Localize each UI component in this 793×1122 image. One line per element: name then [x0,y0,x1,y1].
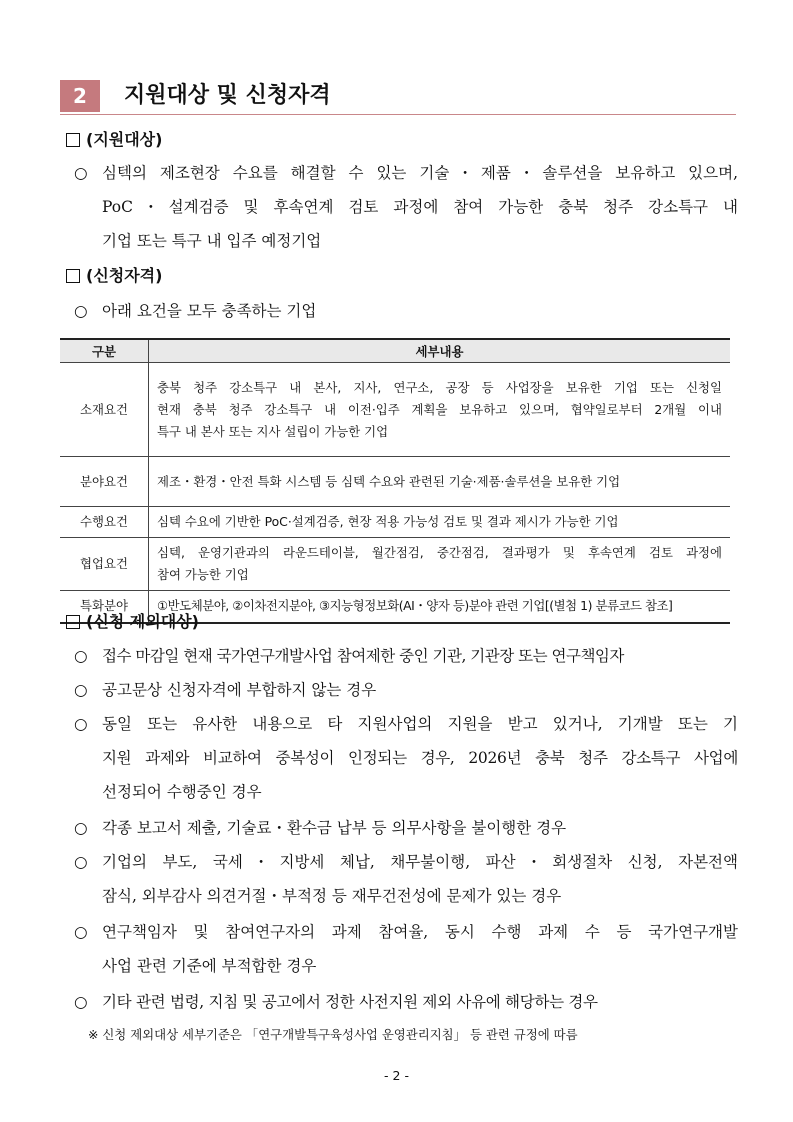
bullet-circle-icon: ○ [74,853,88,871]
row-detail [149,538,731,591]
bullet-circle-icon: ○ [74,164,88,182]
row-detail [149,457,731,507]
text-line: PoC・설계검증 및 후속연계 검토 과정에 참여 가능한 충북 청주 강소특구 내 [102,198,738,216]
table-row [60,507,730,538]
table-header-row [60,339,730,363]
bullet-circle-icon: ○ [74,993,88,1011]
exclusion-item [74,985,738,1019]
exclusion-item [74,639,738,673]
bullet-circle-icon: ○ [74,923,88,941]
text-line: 공고문상 신청자격에 부합하지 않는 경우 [102,681,377,699]
exclusion-item [74,673,738,707]
column-header-category: 구분 [60,339,149,363]
section-number: 2 [60,80,100,112]
text-line: 기타 관련 법령, 지침 및 공고에서 정한 사전지원 제외 사유에 해당하는 경우 [102,993,598,1011]
row-category: 소재요건 [60,363,149,457]
eligibility-item [74,294,738,328]
text-line: 기업 또는 특구 내 입주 예정기업 [102,232,322,250]
exclusion-item [74,845,738,913]
detail-line: 현재 충북 청주 강소특구 내 이전·입주 계획을 보유하고 있으며, 협약일로부터 2개월 이내 [157,401,722,417]
eligibility-table [60,338,730,624]
detail-line: 특구 내 본사 또는 지사 설립이 가능한 기업 [157,423,389,439]
section-title: 지원대상 및 신청자격 [124,83,331,108]
text-line: 동일 또는 유사한 내용으로 타 지원사업의 지원을 받고 있거나, 기개발 또는 기 [102,715,738,733]
checkbox-square-icon [66,269,80,283]
bullet-circle-icon: ○ [74,715,88,733]
detail-line: 참여 가능한 기업 [157,567,249,582]
text-line: 접수 마감일 현재 국가연구개발사업 참여제한 중인 기관, 기관장 또는 연구책임자 [102,647,624,665]
eligibility-heading [66,263,162,289]
bullet-circle-icon: ○ [74,681,88,699]
bullet-circle-icon: ○ [74,647,88,665]
exclusion-item [74,811,738,845]
text-line: 지원 과제와 비교하여 중복성이 인정되는 경우, 2026년 충북 청주 강소특구 사업에 [102,749,738,767]
text-line: 연구책임자 및 참여연구자의 과제 참여율, 동시 수행 과제 수 등 국가연구개발 [102,923,738,941]
text-line: 아래 요건을 모두 충족하는 기업 [102,302,317,320]
checkbox-square-icon [66,615,80,629]
row-detail [149,591,731,623]
detail-line: 심텍, 운영기관과의 라운드테이블, 월간점검, 중간점검, 결과평가 및 후속연계 검토 과정에 [157,545,722,560]
row-detail [149,363,731,457]
target-item [74,156,738,258]
row-category: 분야요건 [60,457,149,507]
exclusion-heading [66,609,199,635]
target-heading [66,127,162,153]
text-line: 각종 보고서 제출, 기술료・환수금 납부 등 의무사항을 불이행한 경우 [102,819,567,837]
text-line: 심텍의 제조현장 수요를 해결할 수 있는 기술・제품・솔루션을 보유하고 있으며, [102,164,738,182]
detail-line: 충북 청주 강소특구 내 본사, 지사, 연구소, 공장 등 사업장을 보유한 기업 또는 신청일 [157,379,722,395]
section-header [60,78,736,115]
detail-line: 제조・환경・안전 특화 시스템 등 심텍 수요와 관련된 기술·제품·솔루션을 보유한 기업 [157,473,621,489]
exclusion-heading-label: (신청 제외대상) [86,612,199,631]
table-row [60,538,730,591]
bullet-circle-icon: ○ [74,819,88,837]
row-category: 협업요건 [60,538,149,591]
row-category: 수행요건 [60,507,149,538]
text-line: 잠식, 외부감사 의견거절・부적정 등 재무건전성에 문제가 있는 경우 [102,887,562,905]
exclusion-item [74,707,738,809]
column-header-detail: 세부내용 [149,339,731,363]
exclusion-item [74,915,738,983]
checkbox-square-icon [66,133,80,147]
page-number: - 2 - [384,1068,409,1083]
table-row [60,457,730,507]
target-heading-label: (지원대상) [86,130,163,149]
row-detail [149,507,731,538]
exclusion-note: ※ 신청 제외대상 세부기준은 「연구개발특구육성사업 운영관리지침」 등 관련 규정에 따름 [88,1027,578,1042]
eligibility-heading-label: (신청자격) [86,266,163,285]
text-line: 사업 관련 기준에 부적합한 경우 [102,957,317,975]
table-row [60,363,730,457]
detail-line: 심텍 수요에 기반한 PoC·설계검증, 현장 적용 가능성 검토 및 결과 제시가 가능한 기업 [157,514,619,529]
row-category: 특화분야 [60,591,149,623]
text-line: 선정되어 수행중인 경우 [102,783,262,801]
bullet-circle-icon: ○ [74,302,88,320]
detail-line: ①반도체분야, ②이차전지분야, ③지능형정보화(AI・양자 등)분야 관련 기업[(별첨 1) 분류코드 참조] [157,598,673,614]
text-line: 기업의 부도, 국세・지방세 체납, 채무불이행, 파산・회생절차 신청, 자본전액 [102,853,738,871]
